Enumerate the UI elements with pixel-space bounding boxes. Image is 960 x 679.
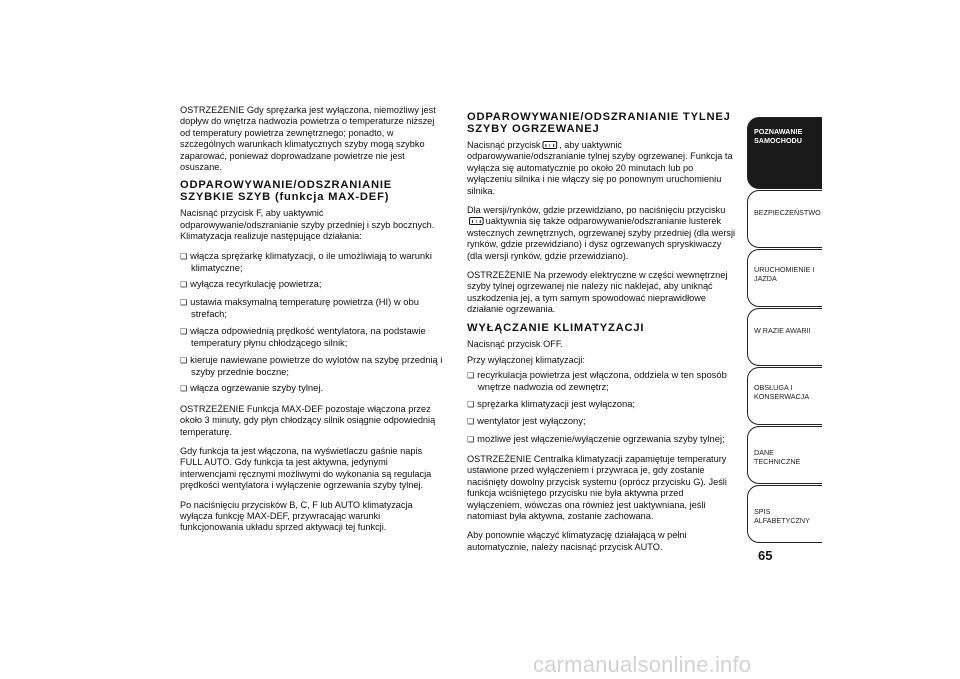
max-def-intro: Nacisnąć przycisk F, aby uaktywnić odparowywanie/odszranianie szyby przedniej i szyb bocznych. Klimatyzacja realizuje następujące działania: bbox=[180, 207, 435, 242]
tab-label: SPIS ALFABETYCZNY bbox=[754, 507, 810, 525]
warning-memory: OSTRZEŻENIE Centralka klimatyzacji zapamiętuje temperatury ustawione przed wyłączeniem i przywraca je, gdy zostanie naciśnięty dowolny przycisk systemu (oprócz przycisku G). Jeśli funkcja wciśniętego przycisku nie była aktywna przed wyłączeniem, wówczas ona również jest uaktywniana, jeśli natomiast była aktywna, zostanie zachowana. bbox=[467, 453, 727, 522]
list-item: ❏ recyrkulacja powietrza jest włączona, oddziela w ten sposób wnętrze nadwozia od zewnętrz; bbox=[467, 369, 742, 393]
right-column bbox=[467, 104, 742, 560]
rear-window-text-a: Nacisnąć przycisk bbox=[467, 139, 541, 150]
warning-compressor: OSTRZEŻENIE Gdy sprężarka jest wyłączona, niemożliwy jest dopływ do wnętrza nadwozia powietrza o temperaturze niższej od temperatury powietrza zewnętrznego; ponadto, w szczególnych warunkach klimatycznych szyby mogą szybko zaparować, ponieważ doprowadzane powietrze nie jest osuszane. bbox=[180, 104, 436, 173]
tab-label: URUCHOMIENIE I JAZDA bbox=[754, 265, 815, 283]
warning-rear-window-wires: OSTRZEŻENIE Na przewody elektryczne w części wewnętrznej szyby tylnej ogrzewanej nie należy nic naklejać, aby uniknąć uszkodzenia jej, a tym samym spowodować nieprawidłowe działanie ogrzewania. bbox=[467, 269, 728, 315]
page-number: 65 bbox=[758, 548, 773, 563]
list-item: ❏ wyłącza recyrkulację powietrza; bbox=[180, 278, 445, 290]
list-item: ❏ kieruje nawiewane powietrze do wylotów na szybę przednią i szyby przednie boczne; bbox=[180, 354, 445, 378]
list-item: ❏ włącza odpowiednią prędkość wentylatora, na podstawie temperatury płynu chłodzącego silnik; bbox=[180, 325, 445, 349]
list-item: ❏ możliwe jest włączenie/wyłączenie ogrzewania szyby tylnej; bbox=[467, 433, 742, 445]
list-item: ❏ włącza ogrzewanie szyby tylnej. bbox=[180, 382, 445, 394]
chapter-tabs bbox=[747, 117, 822, 544]
climate-off-instruction: Nacisnąć przycisk OFF. bbox=[467, 338, 563, 350]
versions-text-b: uaktywnia się także odparowywanie/odszranianie lusterek wstecznych zewnętrznych, ogrzewanej szyby przedniej (dla wersji rynków, gdzie przewidziano) i dysz ogrzewanych spryskiwaczy (dla wersji rynków, gdzie przewidziano). bbox=[467, 215, 736, 261]
tab-w-razie-awarii[interactable] bbox=[747, 308, 822, 366]
list-item: ❏ sprężarka klimatyzacji jest wyłączona; bbox=[467, 398, 742, 410]
list-item: ❏ ustawia maksymalną temperaturę powietrza (HI) w obu strefach; bbox=[180, 296, 445, 320]
max-def-exit-note: Po naciśnięciu przycisków B, C, F lub AUTO klimatyzacja wyłącza funkcję MAX-DEF, przywracając warunki funkcjonowania układu sprzed aktywacji tej funkcji. bbox=[180, 498, 413, 533]
tab-obsluga-i-konserwacja[interactable] bbox=[747, 367, 822, 425]
heading-max-def: ODPAROWYWANIE/ODSZRANIANIE SZYBKIE SZYB (funkcja MAX-DEF) bbox=[180, 179, 393, 203]
max-def-active-note: Gdy funkcja ta jest włączona, na wyświetlaczu gaśnie napis FULL AUTO. Gdy funkcja ta jest aktywna, jedynymi interwencjami ręcznymi możliwymi do wykonania są regulacja prędkości wentylatora i wyłączenie ogrzewania szyby tylnej. bbox=[180, 444, 432, 491]
climate-off-list bbox=[467, 369, 742, 445]
heated-rear-window-icon bbox=[469, 217, 484, 225]
rear-window-instructions bbox=[467, 139, 737, 196]
list-item: ❏ wentylator jest wyłączony; bbox=[467, 415, 742, 427]
tab-poznawanie-samochodu[interactable] bbox=[747, 117, 822, 189]
restore-auto-note: Aby ponownie włączyć klimatyzację działającą w pełni automatycznie, należy nacisnąć przycisk AUTO. bbox=[467, 529, 687, 552]
rear-window-versions bbox=[467, 204, 737, 261]
tab-spis-alfabetyczny[interactable] bbox=[747, 485, 822, 543]
heading-rear-window: ODPAROWYWANIE/ODSZRANIANIE TYLNEJ SZYBY OGRZEWANEJ bbox=[467, 111, 731, 135]
warning-max-def-duration: OSTRZEŻENIE Funkcja MAX-DEF pozostaje włączona przez około 3 minuty, gdy płyn chłodzący silnik osiągnie odpowiednią temperaturę. bbox=[180, 402, 436, 437]
left-column bbox=[180, 104, 445, 541]
list-item: ❏ włącza sprężarkę klimatyzacji, o ile umożliwiają to warunki klimatyczne; bbox=[180, 250, 445, 274]
rear-window-text-b: , aby uaktywnić odparowywanie/odszranianie tylnej szyby ogrzewanej. Funkcja ta wyłącza się automatycznie po około 20 minutach lub po wyłączeniu silnika i nie włączy się po ponownym uruchomieniu silnika. bbox=[467, 139, 733, 196]
max-def-actions-list bbox=[180, 250, 445, 395]
tab-uruchomienie-i-jazda[interactable] bbox=[747, 249, 822, 307]
tab-bezpieczenstwo[interactable] bbox=[747, 190, 822, 248]
tab-label: BEZPIECZEŃSTWO bbox=[754, 208, 821, 217]
tab-label: OBSŁUGA I KONSERWACJA bbox=[754, 383, 810, 401]
tab-label: W RAZIE AWARII bbox=[754, 326, 811, 335]
watermark: carmanualsonline.info bbox=[533, 652, 752, 677]
heading-climate-off: WYŁĄCZANIE KLIMATYZACJI bbox=[467, 321, 645, 334]
climate-off-when: Przy wyłączonej klimatyzacji: bbox=[467, 353, 585, 365]
heated-rear-window-icon bbox=[542, 141, 557, 149]
tab-label: DANE TECHNICZNE bbox=[754, 448, 801, 466]
tab-label: POZNAWANIE SAMOCHODU bbox=[754, 127, 803, 145]
versions-text-a: Dla wersji/rynków, gdzie przewidziano, po naciśnięciu przycisku bbox=[467, 204, 726, 216]
tab-dane-techniczne[interactable] bbox=[747, 426, 822, 484]
